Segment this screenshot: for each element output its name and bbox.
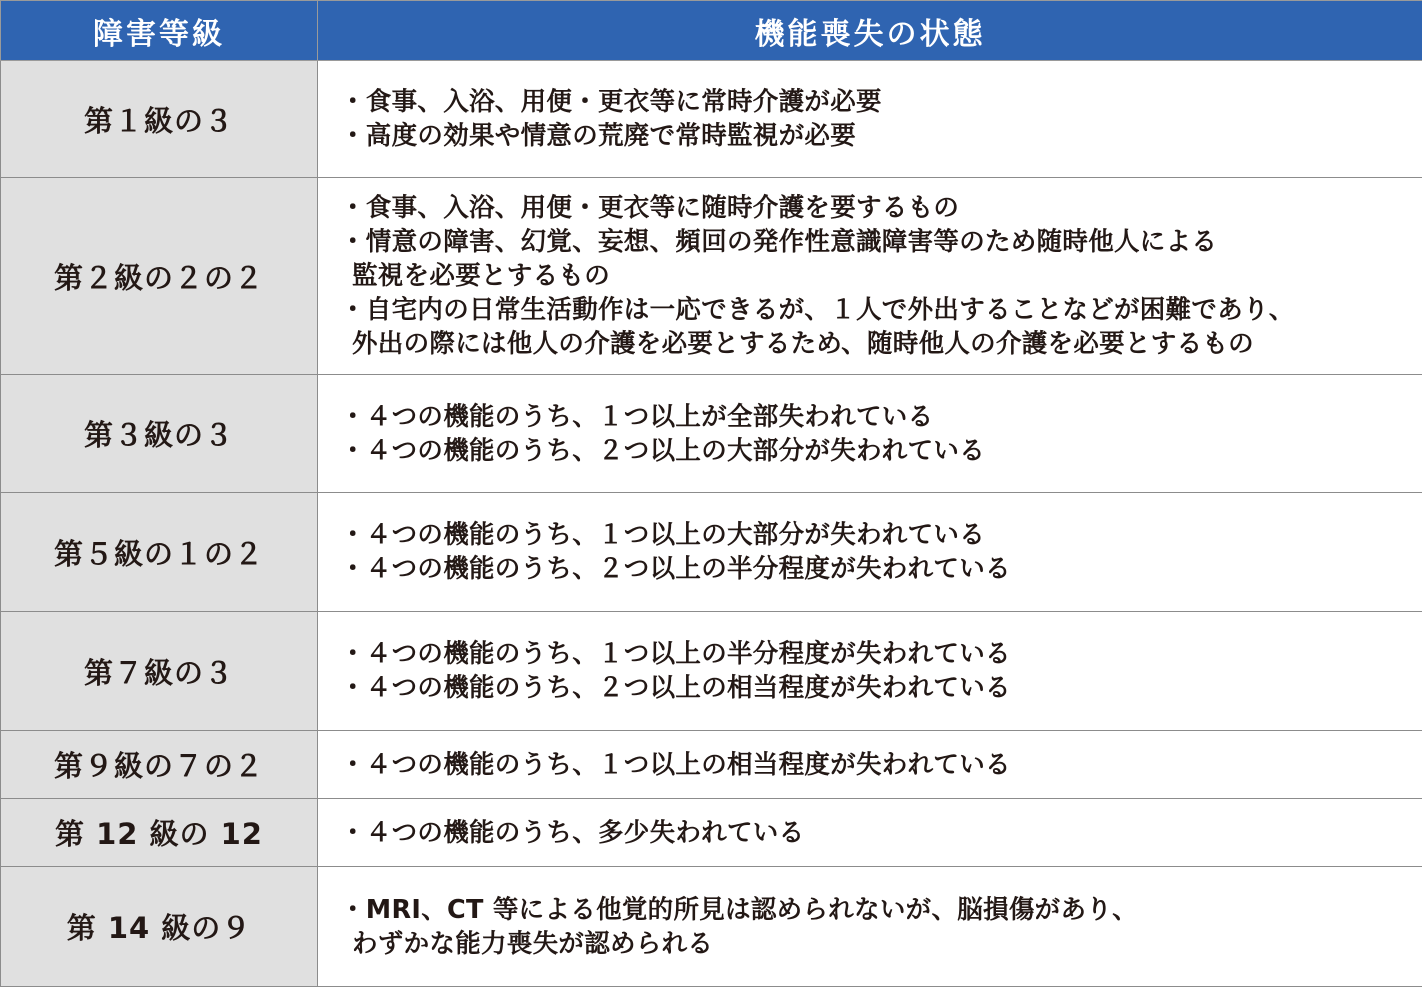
state-line-continued: わずかな能力喪失が認められる xyxy=(340,927,1414,961)
state-line: ・４つの機能のうち、１つ以上の相当程度が失われている xyxy=(340,748,1414,782)
table-row xyxy=(1,375,1422,493)
state-cell xyxy=(318,61,1422,178)
state-line: ・４つの機能のうち、２つ以上の相当程度が失われている xyxy=(340,671,1414,705)
state-line: ・食事、入浴、用便・更衣等に常時介護が必要 xyxy=(340,85,1414,119)
state-line: ・４つの機能のうち、１つ以上の大部分が失われている xyxy=(340,518,1414,552)
header-state: 機能喪失の状態 xyxy=(318,1,1422,61)
grade-cell: 第９級の７の２ xyxy=(1,731,318,799)
table-row xyxy=(1,612,1422,731)
grade-cell: 第３級の３ xyxy=(1,375,318,493)
state-cell xyxy=(318,178,1422,375)
state-line: ・４つの機能のうち、１つ以上が全部失われている xyxy=(340,400,1414,434)
state-line-continued: 外出の際には他人の介護を必要とするため、随時他人の介護を必要とするもの xyxy=(340,327,1414,361)
state-cell xyxy=(318,731,1422,799)
state-line: ・４つの機能のうち、１つ以上の半分程度が失われている xyxy=(340,637,1414,671)
state-line: ・４つの機能のうち、２つ以上の大部分が失われている xyxy=(340,434,1414,468)
grade-cell: 第 12 級の 12 xyxy=(1,799,318,867)
state-cell xyxy=(318,375,1422,493)
table-row xyxy=(1,493,1422,612)
table-row xyxy=(1,799,1422,867)
grade-cell: 第２級の２の２ xyxy=(1,178,318,375)
table-header-row xyxy=(1,1,1422,61)
grade-cell: 第５級の１の２ xyxy=(1,493,318,612)
state-line: ・食事、入浴、用便・更衣等に随時介護を要するもの xyxy=(340,191,1414,225)
grade-cell: 第１級の３ xyxy=(1,61,318,178)
state-cell xyxy=(318,612,1422,731)
header-grade: 障害等級 xyxy=(1,1,318,61)
state-line: ・４つの機能のうち、２つ以上の半分程度が失われている xyxy=(340,552,1414,586)
state-line: ・情意の障害、幻覚、妄想、頻回の発作性意識障害等のため随時他人による xyxy=(340,225,1414,259)
state-line: ・MRI、CT 等による他覚的所見は認められないが、脳損傷があり、 xyxy=(340,893,1414,927)
state-line: ・高度の効果や情意の荒廃で常時監視が必要 xyxy=(340,119,1414,153)
state-line-continued: 監視を必要とするもの xyxy=(340,259,1414,293)
state-line: ・自宅内の日常生活動作は一応できるが、１人で外出することなどが困難であり、 xyxy=(340,293,1414,327)
table-row xyxy=(1,178,1422,375)
state-cell xyxy=(318,799,1422,867)
state-cell xyxy=(318,493,1422,612)
table-row xyxy=(1,731,1422,799)
table-row xyxy=(1,61,1422,178)
state-cell xyxy=(318,867,1422,987)
table-row xyxy=(1,867,1422,987)
grade-cell: 第 14 級の９ xyxy=(1,867,318,987)
grade-cell: 第７級の３ xyxy=(1,612,318,731)
state-line: ・４つの機能のうち、多少失われている xyxy=(340,816,1414,850)
